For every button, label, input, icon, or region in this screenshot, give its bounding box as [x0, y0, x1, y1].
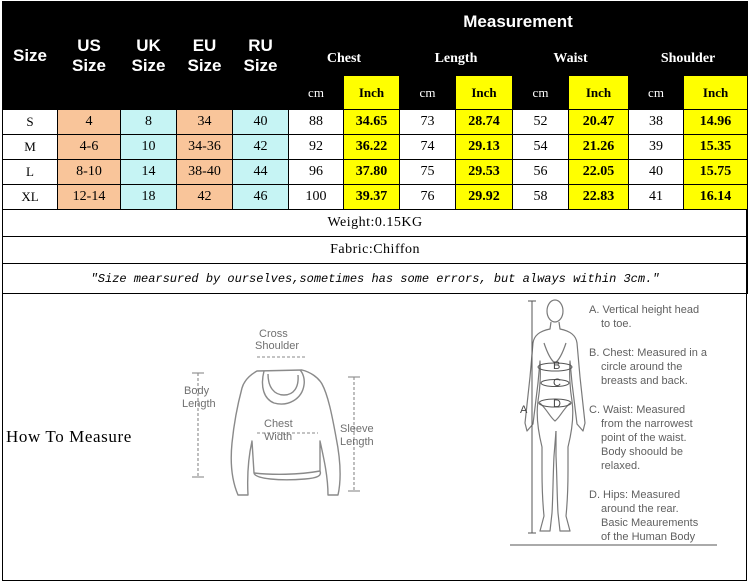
- size-cell: L: [3, 160, 58, 185]
- ru-cell: 46: [233, 185, 289, 210]
- chest-inch-cell: 37.80: [344, 160, 400, 185]
- header-length: Length: [400, 42, 513, 76]
- sleeve-length-label: Sleeve: [340, 423, 374, 435]
- unit-inch: Inch: [456, 76, 513, 110]
- unit-cm: cm: [289, 76, 344, 110]
- ru-cell: 40: [233, 110, 289, 135]
- chest-cm-cell: 100: [289, 185, 344, 210]
- marker-d: D: [553, 398, 561, 410]
- chest-cm-cell: 96: [289, 160, 344, 185]
- eu-cell: 38-40: [177, 160, 233, 185]
- header-ru-size: RU Size: [233, 2, 289, 110]
- waist-cm-cell: 52: [513, 110, 569, 135]
- header-shoulder: Shoulder: [629, 42, 748, 76]
- length-inch-cell: 29.92: [456, 185, 513, 210]
- description-d: D. Hips: Measured around the rear. Basic Meaurements of the Human Body: [589, 489, 699, 543]
- waist-inch-cell: 22.83: [569, 185, 629, 210]
- size-cell: S: [3, 110, 58, 135]
- header-chest: Chest: [289, 42, 400, 76]
- header-size: Size: [3, 2, 58, 110]
- marker-b: B: [553, 360, 561, 372]
- header-measurement: Measurement: [289, 2, 748, 42]
- body-length-label: Length: [182, 398, 216, 410]
- shoulder-inch-cell: 14.96: [684, 110, 748, 135]
- shoulder-cm-cell: 40: [629, 160, 684, 185]
- waist-cm-cell: 54: [513, 135, 569, 160]
- unit-cm: cm: [513, 76, 569, 110]
- length-inch-cell: 29.13: [456, 135, 513, 160]
- header-us-size: US Size: [58, 2, 121, 110]
- weight-info: Weight:0.15KG: [3, 210, 748, 237]
- length-inch-cell: 28.74: [456, 110, 513, 135]
- shoulder-cm-cell: 41: [629, 185, 684, 210]
- chest-inch-cell: 39.37: [344, 185, 400, 210]
- marker-c: C: [553, 377, 561, 389]
- unit-inch: Inch: [684, 76, 748, 110]
- waist-inch-cell: 20.47: [569, 110, 629, 135]
- sleeve-length-label: Length: [340, 436, 374, 448]
- shoulder-cm-cell: 38: [629, 110, 684, 135]
- chest-width-label: Width: [264, 431, 293, 443]
- chest-inch-cell: 36.22: [344, 135, 400, 160]
- chest-inch-cell: 34.65: [344, 110, 400, 135]
- table-row: [3, 185, 748, 210]
- chest-width-label: Chest: [264, 418, 293, 430]
- table-row: [3, 135, 748, 160]
- fabric-info: Fabric:Chiffon: [3, 237, 748, 264]
- shoulder-inch-cell: 15.35: [684, 135, 748, 160]
- length-cm-cell: 74: [400, 135, 456, 160]
- length-cm-cell: 73: [400, 110, 456, 135]
- unit-cm: cm: [629, 76, 684, 110]
- shoulder-inch-cell: 16.14: [684, 185, 748, 210]
- waist-inch-cell: 21.26: [569, 135, 629, 160]
- marker-a: A: [520, 404, 528, 416]
- shoulder-cm-cell: 39: [629, 135, 684, 160]
- length-cm-cell: 76: [400, 185, 456, 210]
- cross-shoulder-label: Cross: [259, 328, 288, 340]
- body-length-label: Body: [184, 385, 210, 397]
- eu-cell: 34-36: [177, 135, 233, 160]
- unit-cm: cm: [400, 76, 456, 110]
- header-uk-size: UK Size: [121, 2, 177, 110]
- uk-cell: 18: [121, 185, 177, 210]
- size-cell: XL: [3, 185, 58, 210]
- uk-cell: 8: [121, 110, 177, 135]
- cross-shoulder-label: Shoulder: [255, 340, 300, 352]
- eu-cell: 42: [177, 185, 233, 210]
- waist-inch-cell: 22.05: [569, 160, 629, 185]
- us-cell: 12-14: [58, 185, 121, 210]
- us-cell: 4-6: [58, 135, 121, 160]
- how-to-measure-section: [2, 291, 747, 581]
- human-body-figure-icon: [525, 300, 585, 531]
- unit-inch: Inch: [569, 76, 629, 110]
- us-cell: 8-10: [58, 160, 121, 185]
- unit-inch: Inch: [344, 76, 400, 110]
- size-cell: M: [3, 135, 58, 160]
- description-a: A. Vertical height head to toe.: [589, 304, 700, 330]
- size-chart-table: [2, 1, 748, 294]
- chest-cm-cell: 88: [289, 110, 344, 135]
- waist-cm-cell: 56: [513, 160, 569, 185]
- waist-cm-cell: 58: [513, 185, 569, 210]
- us-cell: 4: [58, 110, 121, 135]
- description-c: C. Waist: Measured from the narrowest point of the waist. Body shoould be relaxed.: [589, 404, 693, 472]
- table-row: [3, 160, 748, 185]
- chest-cm-cell: 92: [289, 135, 344, 160]
- ru-cell: 42: [233, 135, 289, 160]
- length-inch-cell: 29.53: [456, 160, 513, 185]
- body-measure-lines-icon: [528, 301, 572, 533]
- uk-cell: 14: [121, 160, 177, 185]
- ru-cell: 44: [233, 160, 289, 185]
- size-note: "Size mearsured by ourselves,sometimes has some errors, but always within 3cm.": [3, 264, 748, 294]
- shoulder-inch-cell: 15.75: [684, 160, 748, 185]
- header-eu-size: EU Size: [177, 2, 233, 110]
- how-to-measure-label: How To Measure: [6, 427, 132, 446]
- eu-cell: 34: [177, 110, 233, 135]
- description-b: B. Chest: Measured in a circle around the breasts and back.: [589, 347, 708, 387]
- uk-cell: 10: [121, 135, 177, 160]
- length-cm-cell: 75: [400, 160, 456, 185]
- header-waist: Waist: [513, 42, 629, 76]
- table-row: [3, 110, 748, 135]
